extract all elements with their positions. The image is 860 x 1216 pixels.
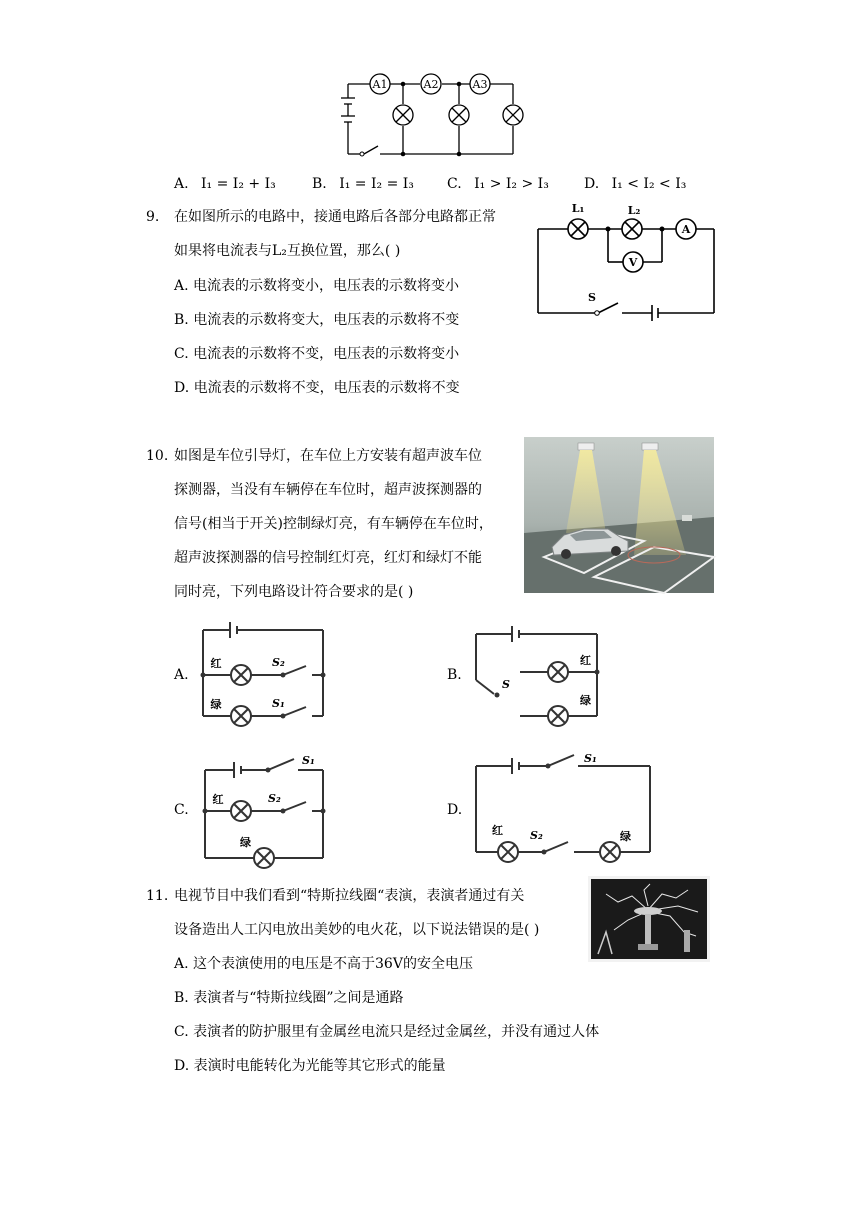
q9-ammeter-label: A — [681, 223, 691, 236]
q9-l2-label: L₂ — [627, 204, 641, 217]
q11-option-b[interactable]: B. 表演者与“特斯拉线圈”之间是通路 — [174, 990, 404, 1006]
q9-l1-label: L₁ — [571, 202, 585, 215]
q10b-red-label: 红 — [580, 654, 591, 667]
q9-voltmeter-label: V — [628, 256, 638, 269]
ammeter-a1-label: A1 — [372, 78, 388, 91]
q9-stem-line2: 如果将电流表与L₂互换位置，那么( ) — [174, 243, 401, 259]
q9-switch-label: S — [588, 291, 596, 304]
q10-stem-line3: 信号(相当于开关)控制绿灯亮，有车辆停在车位时， — [174, 516, 493, 532]
q8-option-b[interactable]: B. I₁ = I₂ = I₃ — [312, 176, 414, 192]
q10b-s-label: S — [502, 678, 510, 691]
q11-stem-line1: 电视节目中我们看到“特斯拉线圈“表演，表演者通过有关 — [174, 888, 525, 904]
tesla-coil-photo — [588, 876, 710, 962]
q10c-red-label: 红 — [212, 793, 224, 806]
q10-option-d[interactable]: D. — [447, 802, 463, 818]
q9-option-d[interactable]: D. 电流表的示数将不变，电压表的示数将不变 — [174, 380, 460, 396]
ammeter-a3-label: A3 — [472, 78, 488, 91]
q10-stem-line4: 超声波探测器的信号控制红灯亮，红灯和绿灯不能 — [174, 550, 482, 566]
q10d-s2-label: S₂ — [530, 829, 543, 842]
q10-option-b[interactable]: B. — [447, 667, 462, 683]
q11-option-a[interactable]: A. 这个表演使用的电压是不高于36V的安全电压 — [174, 956, 473, 972]
q10a-red-label: 红 — [210, 657, 222, 670]
q10a-s2-label: S₂ — [272, 656, 285, 669]
q10a-green-label: 绿 — [210, 698, 222, 711]
q10-option-a[interactable]: A. — [174, 667, 189, 683]
q10-number: 10. — [146, 448, 169, 464]
q9-stem-line1: 在如图所示的电路中，接通电路后各部分电路都正常 — [174, 209, 496, 225]
q9-option-a[interactable]: A. 电流表的示数将变小，电压表的示数将变小 — [174, 278, 460, 294]
ammeter-a2-label: A2 — [423, 78, 439, 91]
q10-stem-line5: 同时亮，下列电路设计符合要求的是( ) — [174, 584, 414, 600]
q8-option-a[interactable]: A. I₁ = I₂ + I₃ — [174, 176, 276, 192]
q9-number: 9. — [146, 209, 160, 225]
q10c-s1-label: S₁ — [302, 754, 315, 767]
q10-stem-line2: 探测器，当没有车辆停在车位时，超声波探测器的 — [174, 482, 482, 498]
q10b-green-label: 绿 — [580, 694, 591, 707]
q11-number: 11. — [146, 888, 169, 904]
q8-option-c[interactable]: C. I₁ > I₂ > I₃ — [447, 176, 549, 192]
q9-option-c[interactable]: C. 电流表的示数将不变，电压表的示数将变小 — [174, 346, 460, 362]
q10-option-c[interactable]: C. — [174, 802, 189, 818]
q9-option-b[interactable]: B. 电流表的示数将变大，电压表的示数将不变 — [174, 312, 460, 328]
q10d-s1-label: S₁ — [584, 752, 597, 765]
q10-stem-line1: 如图是车位引导灯，在车位上方安装有超声波车位 — [174, 448, 482, 464]
q10c-green-label: 绿 — [240, 836, 251, 849]
q11-option-c[interactable]: C. 表演者的防护服里有金属丝电流只是经过金属丝，并没有通过人体 — [174, 1024, 600, 1040]
q11-stem-line2: 设备造出人工闪电放出美妙的电火花，以下说法错误的是( ) — [174, 922, 540, 938]
q10c-s2-label: S₂ — [268, 792, 281, 805]
q8-option-d[interactable]: D. I₁ < I₂ < I₃ — [584, 176, 687, 192]
q10a-s1-label: S₁ — [272, 697, 285, 710]
q10d-red-label: 红 — [492, 824, 503, 837]
q11-option-d[interactable]: D. 表演时电能转化为光能等其它形式的能量 — [174, 1058, 446, 1074]
q10d-green-label: 绿 — [620, 830, 631, 843]
